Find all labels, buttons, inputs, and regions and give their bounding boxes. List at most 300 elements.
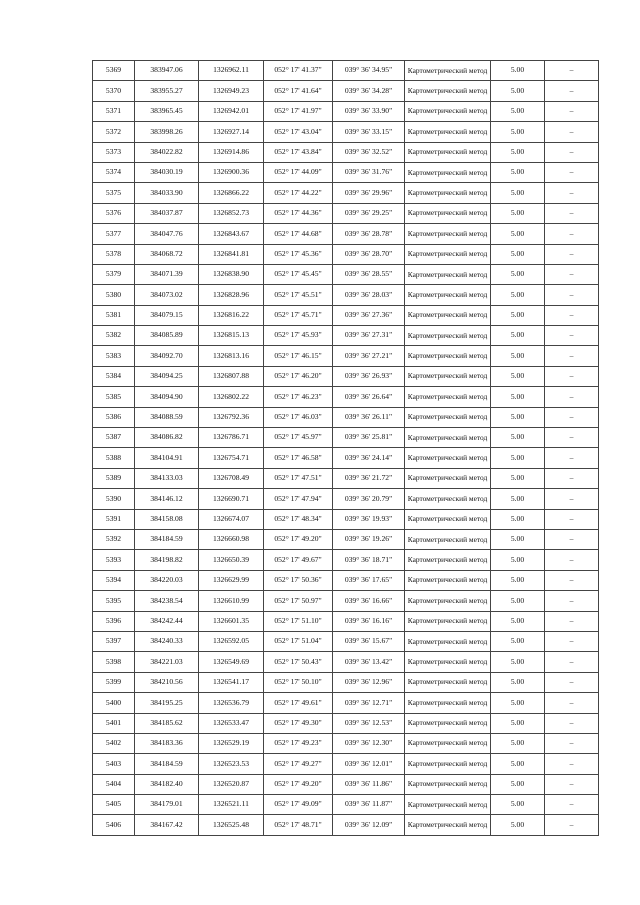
cell-note: –: [545, 611, 599, 631]
table-row: [93, 652, 599, 672]
cell-longitude: 039° 36' 21.72": [333, 468, 405, 488]
cell-accuracy: 5.00: [491, 224, 545, 244]
cell-method: Картометрический метод: [405, 326, 491, 346]
cell-accuracy: 5.00: [491, 428, 545, 448]
cell-point-number: 5371: [93, 101, 135, 121]
cell-y-coordinate: 1326536.79: [199, 693, 264, 713]
cell-accuracy: 5.00: [491, 407, 545, 427]
cell-note: –: [545, 224, 599, 244]
cell-latitude: 052° 17' 44.68": [264, 224, 333, 244]
cell-y-coordinate: 1326708.49: [199, 468, 264, 488]
cell-longitude: 039° 36' 18.71": [333, 550, 405, 570]
cell-method: Картометрический метод: [405, 366, 491, 386]
table-row: [93, 346, 599, 366]
cell-method: Картометрический метод: [405, 489, 491, 509]
cell-y-coordinate: 1326690.71: [199, 489, 264, 509]
cell-point-number: 5389: [93, 468, 135, 488]
cell-point-number: 5378: [93, 244, 135, 264]
cell-latitude: 052° 17' 45.51": [264, 285, 333, 305]
cell-latitude: 052° 17' 49.23": [264, 733, 333, 753]
cell-point-number: 5386: [93, 407, 135, 427]
cell-x-coordinate: 384184.59: [135, 529, 199, 549]
cell-point-number: 5377: [93, 224, 135, 244]
cell-latitude: 052° 17' 46.20": [264, 366, 333, 386]
cell-point-number: 5388: [93, 448, 135, 468]
cell-point-number: 5384: [93, 366, 135, 386]
table-row: [93, 672, 599, 692]
cell-longitude: 039° 36' 27.31": [333, 326, 405, 346]
cell-point-number: 5399: [93, 672, 135, 692]
cell-method: Картометрический метод: [405, 264, 491, 284]
table-row: [93, 795, 599, 815]
cell-longitude: 039° 36' 12.96": [333, 672, 405, 692]
cell-note: –: [545, 101, 599, 121]
cell-x-coordinate: 383955.27: [135, 81, 199, 101]
table-row: [93, 570, 599, 590]
cell-note: –: [545, 183, 599, 203]
cell-latitude: 052° 17' 49.30": [264, 713, 333, 733]
cell-latitude: 052° 17' 51.04": [264, 631, 333, 651]
cell-x-coordinate: 384094.90: [135, 387, 199, 407]
cell-point-number: 5393: [93, 550, 135, 570]
cell-x-coordinate: 384221.03: [135, 652, 199, 672]
cell-longitude: 039° 36' 29.96": [333, 183, 405, 203]
cell-x-coordinate: 384073.02: [135, 285, 199, 305]
cell-latitude: 052° 17' 47.51": [264, 468, 333, 488]
cell-point-number: 5383: [93, 346, 135, 366]
cell-longitude: 039° 36' 26.11": [333, 407, 405, 427]
cell-longitude: 039° 36' 34.95": [333, 61, 405, 81]
cell-method: Картометрический метод: [405, 529, 491, 549]
cell-point-number: 5404: [93, 774, 135, 794]
cell-x-coordinate: 383947.06: [135, 61, 199, 81]
cell-x-coordinate: 384068.72: [135, 244, 199, 264]
cell-note: –: [545, 285, 599, 305]
cell-y-coordinate: 1326852.73: [199, 203, 264, 223]
cell-y-coordinate: 1326816.22: [199, 305, 264, 325]
cell-y-coordinate: 1326592.05: [199, 631, 264, 651]
cell-accuracy: 5.00: [491, 326, 545, 346]
cell-latitude: 052° 17' 48.71": [264, 815, 333, 835]
cell-latitude: 052° 17' 45.93": [264, 326, 333, 346]
cell-longitude: 039° 36' 26.64": [333, 387, 405, 407]
cell-accuracy: 5.00: [491, 122, 545, 142]
cell-method: Картометрический метод: [405, 795, 491, 815]
table-row: [93, 183, 599, 203]
cell-accuracy: 5.00: [491, 305, 545, 325]
cell-accuracy: 5.00: [491, 570, 545, 590]
cell-method: Картометрический метод: [405, 754, 491, 774]
cell-method: Картометрический метод: [405, 509, 491, 529]
cell-y-coordinate: 1326843.67: [199, 224, 264, 244]
cell-longitude: 039° 36' 16.66": [333, 591, 405, 611]
cell-method: Картометрический метод: [405, 122, 491, 142]
table-row: [93, 550, 599, 570]
cell-method: Картометрический метод: [405, 305, 491, 325]
cell-latitude: 052° 17' 41.64": [264, 81, 333, 101]
cell-method: Картометрический метод: [405, 244, 491, 264]
cell-longitude: 039° 36' 27.36": [333, 305, 405, 325]
cell-accuracy: 5.00: [491, 183, 545, 203]
cell-x-coordinate: 383965.45: [135, 101, 199, 121]
cell-method: Картометрический метод: [405, 61, 491, 81]
cell-latitude: 052° 17' 46.15": [264, 346, 333, 366]
cell-x-coordinate: 384079.15: [135, 305, 199, 325]
cell-point-number: 5390: [93, 489, 135, 509]
cell-accuracy: 5.00: [491, 733, 545, 753]
cell-longitude: 039° 36' 28.55": [333, 264, 405, 284]
cell-note: –: [545, 754, 599, 774]
table-row: [93, 509, 599, 529]
table-row: [93, 693, 599, 713]
cell-accuracy: 5.00: [491, 101, 545, 121]
cell-accuracy: 5.00: [491, 244, 545, 264]
cell-method: Картометрический метод: [405, 570, 491, 590]
cell-longitude: 039° 36' 16.16": [333, 611, 405, 631]
cell-point-number: 5391: [93, 509, 135, 529]
cell-note: –: [545, 489, 599, 509]
cell-y-coordinate: 1326610.99: [199, 591, 264, 611]
cell-accuracy: 5.00: [491, 489, 545, 509]
cell-accuracy: 5.00: [491, 162, 545, 182]
cell-y-coordinate: 1326838.90: [199, 264, 264, 284]
cell-note: –: [545, 815, 599, 835]
cell-method: Картометрический метод: [405, 183, 491, 203]
cell-note: –: [545, 81, 599, 101]
cell-method: Картометрический метод: [405, 550, 491, 570]
cell-method: Картометрический метод: [405, 631, 491, 651]
table-row: [93, 326, 599, 346]
cell-accuracy: 5.00: [491, 285, 545, 305]
cell-accuracy: 5.00: [491, 264, 545, 284]
table-row: [93, 774, 599, 794]
cell-longitude: 039° 36' 27.21": [333, 346, 405, 366]
cell-longitude: 039° 36' 17.65": [333, 570, 405, 590]
cell-method: Картометрический метод: [405, 448, 491, 468]
cell-y-coordinate: 1326900.36: [199, 162, 264, 182]
cell-point-number: 5403: [93, 754, 135, 774]
cell-y-coordinate: 1326841.81: [199, 244, 264, 264]
cell-note: –: [545, 631, 599, 651]
cell-accuracy: 5.00: [491, 529, 545, 549]
cell-point-number: 5372: [93, 122, 135, 142]
cell-x-coordinate: 384104.91: [135, 448, 199, 468]
cell-longitude: 039° 36' 12.30": [333, 733, 405, 753]
cell-longitude: 039° 36' 20.79": [333, 489, 405, 509]
coordinates-table: [92, 60, 599, 836]
cell-latitude: 052° 17' 45.36": [264, 244, 333, 264]
cell-x-coordinate: 384184.59: [135, 754, 199, 774]
cell-longitude: 039° 36' 28.70": [333, 244, 405, 264]
cell-x-coordinate: 384146.12: [135, 489, 199, 509]
cell-longitude: 039° 36' 25.81": [333, 428, 405, 448]
table-row: [93, 733, 599, 753]
cell-point-number: 5400: [93, 693, 135, 713]
cell-point-number: 5405: [93, 795, 135, 815]
cell-note: –: [545, 733, 599, 753]
cell-y-coordinate: 1326815.13: [199, 326, 264, 346]
cell-point-number: 5402: [93, 733, 135, 753]
cell-latitude: 052° 17' 44.36": [264, 203, 333, 223]
cell-point-number: 5382: [93, 326, 135, 346]
cell-method: Картометрический метод: [405, 468, 491, 488]
cell-point-number: 5370: [93, 81, 135, 101]
cell-y-coordinate: 1326521.11: [199, 795, 264, 815]
cell-note: –: [545, 774, 599, 794]
table-row: [93, 264, 599, 284]
cell-latitude: 052° 17' 50.36": [264, 570, 333, 590]
cell-note: –: [545, 693, 599, 713]
cell-x-coordinate: 384158.08: [135, 509, 199, 529]
cell-note: –: [545, 387, 599, 407]
cell-longitude: 039° 36' 12.53": [333, 713, 405, 733]
cell-x-coordinate: 384022.82: [135, 142, 199, 162]
cell-y-coordinate: 1326942.01: [199, 101, 264, 121]
table-row: [93, 387, 599, 407]
cell-accuracy: 5.00: [491, 652, 545, 672]
cell-method: Картометрический метод: [405, 733, 491, 753]
cell-longitude: 039° 36' 33.15": [333, 122, 405, 142]
cell-accuracy: 5.00: [491, 468, 545, 488]
cell-latitude: 052° 17' 43.04": [264, 122, 333, 142]
cell-point-number: 5397: [93, 631, 135, 651]
cell-note: –: [545, 346, 599, 366]
cell-y-coordinate: 1326792.36: [199, 407, 264, 427]
table-row: [93, 61, 599, 81]
cell-method: Картометрический метод: [405, 346, 491, 366]
table-row: [93, 611, 599, 631]
table-row: [93, 713, 599, 733]
cell-latitude: 052° 17' 41.97": [264, 101, 333, 121]
cell-accuracy: 5.00: [491, 631, 545, 651]
table-row: [93, 591, 599, 611]
cell-note: –: [545, 122, 599, 142]
cell-y-coordinate: 1326533.47: [199, 713, 264, 733]
table-row: [93, 203, 599, 223]
cell-note: –: [545, 142, 599, 162]
cell-x-coordinate: 384185.62: [135, 713, 199, 733]
table-row: [93, 285, 599, 305]
cell-longitude: 039° 36' 15.67": [333, 631, 405, 651]
cell-note: –: [545, 305, 599, 325]
cell-longitude: 039° 36' 28.78": [333, 224, 405, 244]
cell-latitude: 052° 17' 49.67": [264, 550, 333, 570]
cell-y-coordinate: 1326529.19: [199, 733, 264, 753]
cell-y-coordinate: 1326807.88: [199, 366, 264, 386]
cell-y-coordinate: 1326949.23: [199, 81, 264, 101]
cell-note: –: [545, 428, 599, 448]
cell-accuracy: 5.00: [491, 693, 545, 713]
cell-point-number: 5369: [93, 61, 135, 81]
cell-x-coordinate: 384088.59: [135, 407, 199, 427]
cell-note: –: [545, 264, 599, 284]
cell-accuracy: 5.00: [491, 611, 545, 631]
cell-accuracy: 5.00: [491, 366, 545, 386]
cell-note: –: [545, 570, 599, 590]
cell-longitude: 039° 36' 13.42": [333, 652, 405, 672]
cell-x-coordinate: 384092.70: [135, 346, 199, 366]
cell-point-number: 5401: [93, 713, 135, 733]
cell-method: Картометрический метод: [405, 693, 491, 713]
cell-x-coordinate: 384238.54: [135, 591, 199, 611]
cell-method: Картометрический метод: [405, 162, 491, 182]
cell-latitude: 052° 17' 44.09": [264, 162, 333, 182]
cell-method: Картометрический метод: [405, 101, 491, 121]
cell-point-number: 5387: [93, 428, 135, 448]
cell-y-coordinate: 1326754.71: [199, 448, 264, 468]
cell-latitude: 052° 17' 45.45": [264, 264, 333, 284]
cell-y-coordinate: 1326866.22: [199, 183, 264, 203]
cell-method: Картометрический метод: [405, 285, 491, 305]
table-row: [93, 407, 599, 427]
cell-longitude: 039° 36' 11.87": [333, 795, 405, 815]
cell-y-coordinate: 1326525.48: [199, 815, 264, 835]
table-row: [93, 448, 599, 468]
cell-latitude: 052° 17' 44.22": [264, 183, 333, 203]
cell-method: Картометрический метод: [405, 81, 491, 101]
cell-note: –: [545, 672, 599, 692]
cell-x-coordinate: 384085.89: [135, 326, 199, 346]
cell-method: Картометрический метод: [405, 407, 491, 427]
table-row: [93, 428, 599, 448]
cell-accuracy: 5.00: [491, 815, 545, 835]
cell-point-number: 5394: [93, 570, 135, 590]
cell-method: Картометрический метод: [405, 591, 491, 611]
cell-longitude: 039° 36' 12.01": [333, 754, 405, 774]
cell-accuracy: 5.00: [491, 387, 545, 407]
cell-latitude: 052° 17' 46.23": [264, 387, 333, 407]
cell-y-coordinate: 1326828.96: [199, 285, 264, 305]
cell-accuracy: 5.00: [491, 795, 545, 815]
cell-longitude: 039° 36' 19.93": [333, 509, 405, 529]
cell-y-coordinate: 1326629.99: [199, 570, 264, 590]
cell-method: Картометрический метод: [405, 142, 491, 162]
cell-point-number: 5380: [93, 285, 135, 305]
cell-y-coordinate: 1326650.39: [199, 550, 264, 570]
cell-y-coordinate: 1326541.17: [199, 672, 264, 692]
cell-x-coordinate: 384210.56: [135, 672, 199, 692]
cell-longitude: 039° 36' 26.93": [333, 366, 405, 386]
cell-y-coordinate: 1326802.22: [199, 387, 264, 407]
cell-latitude: 052° 17' 50.97": [264, 591, 333, 611]
cell-longitude: 039° 36' 32.52": [333, 142, 405, 162]
cell-note: –: [545, 448, 599, 468]
cell-point-number: 5376: [93, 203, 135, 223]
cell-accuracy: 5.00: [491, 550, 545, 570]
cell-latitude: 052° 17' 46.58": [264, 448, 333, 468]
cell-method: Картометрический метод: [405, 774, 491, 794]
cell-x-coordinate: 384167.42: [135, 815, 199, 835]
cell-accuracy: 5.00: [491, 448, 545, 468]
table-row: [93, 815, 599, 835]
table-body: [93, 61, 599, 836]
cell-note: –: [545, 795, 599, 815]
cell-x-coordinate: 384033.90: [135, 183, 199, 203]
cell-y-coordinate: 1326523.53: [199, 754, 264, 774]
cell-y-coordinate: 1326549.69: [199, 652, 264, 672]
cell-accuracy: 5.00: [491, 81, 545, 101]
table-row: [93, 366, 599, 386]
cell-longitude: 039° 36' 24.14": [333, 448, 405, 468]
cell-note: –: [545, 407, 599, 427]
cell-point-number: 5392: [93, 529, 135, 549]
cell-note: –: [545, 529, 599, 549]
cell-x-coordinate: 384182.40: [135, 774, 199, 794]
cell-longitude: 039° 36' 11.86": [333, 774, 405, 794]
cell-y-coordinate: 1326674.07: [199, 509, 264, 529]
cell-longitude: 039° 36' 12.09": [333, 815, 405, 835]
cell-longitude: 039° 36' 28.03": [333, 285, 405, 305]
cell-method: Картометрический метод: [405, 611, 491, 631]
cell-latitude: 052° 17' 41.37": [264, 61, 333, 81]
cell-x-coordinate: 384242.44: [135, 611, 199, 631]
cell-method: Картометрический метод: [405, 428, 491, 448]
cell-x-coordinate: 384195.25: [135, 693, 199, 713]
cell-point-number: 5375: [93, 183, 135, 203]
cell-note: –: [545, 652, 599, 672]
table-row: [93, 631, 599, 651]
cell-x-coordinate: 384071.39: [135, 264, 199, 284]
cell-latitude: 052° 17' 45.71": [264, 305, 333, 325]
table-row: [93, 122, 599, 142]
cell-y-coordinate: 1326660.98: [199, 529, 264, 549]
cell-latitude: 052° 17' 47.94": [264, 489, 333, 509]
cell-point-number: 5374: [93, 162, 135, 182]
cell-note: –: [545, 326, 599, 346]
cell-note: –: [545, 61, 599, 81]
cell-accuracy: 5.00: [491, 591, 545, 611]
cell-accuracy: 5.00: [491, 142, 545, 162]
cell-accuracy: 5.00: [491, 774, 545, 794]
cell-x-coordinate: 384133.03: [135, 468, 199, 488]
cell-note: –: [545, 550, 599, 570]
cell-note: –: [545, 366, 599, 386]
cell-accuracy: 5.00: [491, 713, 545, 733]
cell-method: Картометрический метод: [405, 672, 491, 692]
cell-y-coordinate: 1326786.71: [199, 428, 264, 448]
cell-point-number: 5373: [93, 142, 135, 162]
cell-longitude: 039° 36' 31.76": [333, 162, 405, 182]
cell-longitude: 039° 36' 33.90": [333, 101, 405, 121]
table-row: [93, 142, 599, 162]
cell-method: Картометрический метод: [405, 652, 491, 672]
cell-note: –: [545, 468, 599, 488]
cell-accuracy: 5.00: [491, 346, 545, 366]
table-row: [93, 101, 599, 121]
cell-latitude: 052° 17' 49.20": [264, 774, 333, 794]
table-row: [93, 489, 599, 509]
cell-latitude: 052° 17' 49.27": [264, 754, 333, 774]
cell-longitude: 039° 36' 12.71": [333, 693, 405, 713]
cell-point-number: 5381: [93, 305, 135, 325]
table-row: [93, 224, 599, 244]
cell-x-coordinate: 384198.82: [135, 550, 199, 570]
cell-x-coordinate: 384030.19: [135, 162, 199, 182]
cell-accuracy: 5.00: [491, 672, 545, 692]
cell-latitude: 052° 17' 50.10": [264, 672, 333, 692]
cell-longitude: 039° 36' 34.28": [333, 81, 405, 101]
cell-y-coordinate: 1326520.87: [199, 774, 264, 794]
cell-point-number: 5385: [93, 387, 135, 407]
cell-x-coordinate: 384047.76: [135, 224, 199, 244]
cell-x-coordinate: 384037.87: [135, 203, 199, 223]
cell-point-number: 5379: [93, 264, 135, 284]
cell-longitude: 039° 36' 29.25": [333, 203, 405, 223]
cell-note: –: [545, 713, 599, 733]
table-row: [93, 754, 599, 774]
cell-accuracy: 5.00: [491, 61, 545, 81]
cell-y-coordinate: 1326601.35: [199, 611, 264, 631]
